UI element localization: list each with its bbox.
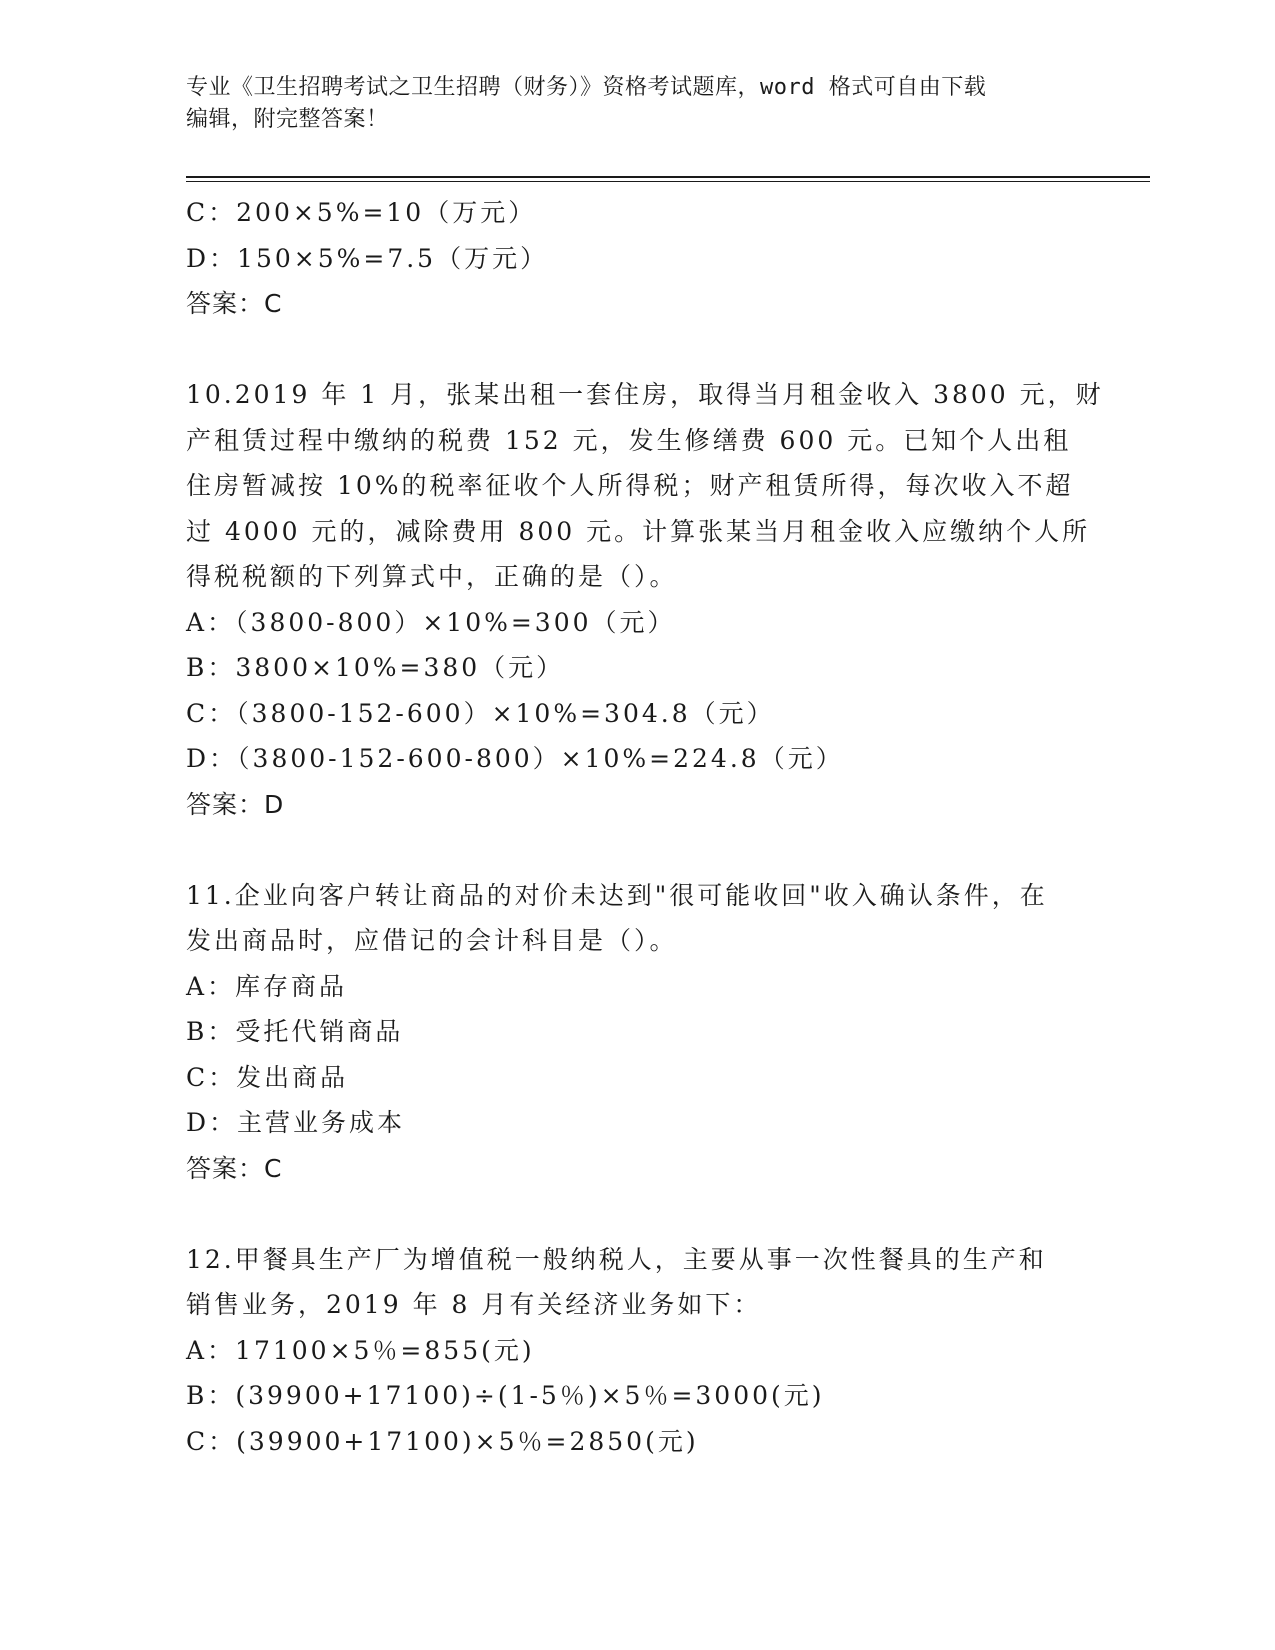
spacer bbox=[186, 1191, 1086, 1237]
question-12 bbox=[186, 1237, 1086, 1465]
header-rule-thin bbox=[186, 181, 1150, 182]
question-stem-line: 发出商品时，应借记的会计科目是（）。 bbox=[186, 926, 678, 955]
question-stem-line: 12.甲餐具生产厂为增值税一般纳税人，主要从事一次性餐具的生产和 bbox=[186, 1244, 1047, 1274]
option-c: C：发出商品 bbox=[186, 1062, 349, 1092]
answer-line: 答案：D bbox=[186, 789, 285, 819]
option-a: A：（3800-800）×10%=300（元） bbox=[186, 607, 676, 637]
option-a: A：17100×5％=855(元) bbox=[186, 1335, 535, 1365]
spacer bbox=[186, 327, 1086, 373]
question-stem-line: 得税税额的下列算式中，正确的是（）。 bbox=[186, 562, 678, 591]
question-10 bbox=[186, 372, 1104, 827]
header-line-2: 编辑，附完整答案！ bbox=[186, 107, 389, 132]
option-b: B：受托代销商品 bbox=[186, 1017, 404, 1046]
spacer bbox=[186, 827, 1086, 873]
header-rule-thick bbox=[186, 176, 1150, 178]
document-body bbox=[186, 190, 1104, 1464]
option-d: D：（3800-152-600-800）×10%=224.8（元） bbox=[186, 744, 844, 773]
option-c: C：200×5%=10（万元） bbox=[186, 198, 537, 227]
question-stem-line: 住房暂减按 10%的税率征收个人所得税；财产租赁所得，每次收入不超 bbox=[186, 471, 1074, 500]
option-c: C：（3800-152-600）×10%=304.8（元） bbox=[186, 698, 775, 728]
question-11 bbox=[186, 873, 1086, 1192]
question-stem-line: 10.2019 年 1 月，张某出租一套住房，取得当月租金收入 3800 元，财 bbox=[186, 380, 1104, 409]
prev-question bbox=[186, 190, 1086, 327]
question-stem-line: 11.企业向客户转让商品的对价未达到"很可能收回"收入确认条件，在 bbox=[186, 880, 1048, 910]
option-d: D：150×5%=7.5（万元） bbox=[186, 243, 549, 273]
option-b: B：(39900+17100)÷(1-5％)×5％=3000(元) bbox=[186, 1381, 825, 1410]
question-stem-line: 销售业务，2019 年 8 月有关经济业务如下： bbox=[186, 1290, 762, 1319]
header-line-1: 专业《卫生招聘考试之卫生招聘（财务）》资格考试题库，word 格式可自由下载 bbox=[186, 75, 987, 100]
question-stem-line: 产租赁过程中缴纳的税费 152 元，发生修缮费 600 元。已知个人出租 bbox=[186, 425, 1072, 455]
answer-line: 答案：C bbox=[186, 289, 283, 318]
question-stem-line: 过 4000 元的，减除费用 800 元。计算张某当月租金收入应缴纳个人所 bbox=[186, 516, 1091, 546]
option-c: C：(39900+17100)×5％=2850(元) bbox=[186, 1426, 699, 1456]
answer-line: 答案：C bbox=[186, 1153, 283, 1183]
option-d: D：主营业务成本 bbox=[186, 1108, 406, 1137]
option-b: B：3800×10%=380（元） bbox=[186, 653, 565, 682]
document-header bbox=[186, 72, 1106, 136]
option-a: A：库存商品 bbox=[186, 971, 348, 1001]
